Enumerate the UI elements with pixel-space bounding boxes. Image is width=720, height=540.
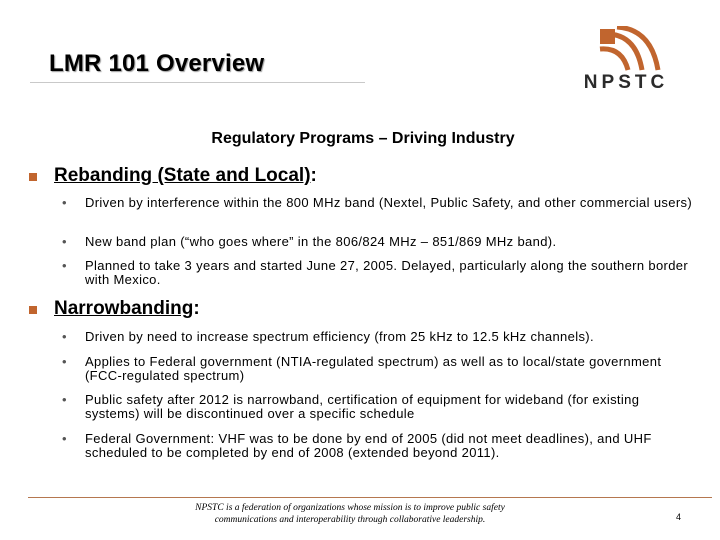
section-heading-text: Narrowbanding bbox=[54, 298, 194, 319]
logo-arc-inner bbox=[600, 49, 628, 70]
section-heading-text: Rebanding (State and Local) bbox=[54, 165, 311, 186]
footer-text bbox=[150, 502, 550, 526]
footer-line: communications and interoperability through collaborative leadership. bbox=[214, 515, 486, 525]
slide-subtitle: Regulatory Programs – Driving Industry bbox=[211, 130, 515, 147]
list-item-text: Federal Government: VHF was to be done by end of 2005 (did not meet deadlines), and UHF scheduled to be completed by end of 2008 (extended beyond 2011). bbox=[85, 431, 652, 460]
bullet-dot-icon: • bbox=[62, 329, 67, 344]
section-bullet-square-icon bbox=[29, 306, 37, 314]
logo-wordmark: NPSTC bbox=[583, 72, 669, 93]
footer-divider bbox=[28, 497, 712, 498]
bullet-dot-icon: • bbox=[62, 431, 67, 446]
list-item-text: Driven by need to increase spectrum efficiency (from 25 kHz to 12.5 kHz channels). bbox=[85, 329, 594, 344]
npstc-logo bbox=[572, 26, 682, 94]
bullet-dot-icon: • bbox=[62, 354, 67, 369]
slide-title: LMR 101 Overview bbox=[49, 50, 265, 77]
list-item-text: Driven by interference within the 800 MHz band (Nextel, Public Safety, and other commercial users) bbox=[85, 195, 693, 210]
list-item-text: Public safety after 2012 is narrowband, certification of equipment for wideband (for existing systems) will be discontinued over a specific schedule bbox=[85, 392, 640, 421]
section-heading-colon: : bbox=[310, 165, 317, 186]
footer-line: NPSTC is a federation of organizations whose mission is to improve public safety bbox=[195, 503, 505, 513]
section-heading-narrowbanding bbox=[54, 298, 200, 320]
section-bullet-square-icon bbox=[29, 173, 37, 181]
bullet-dot-icon: • bbox=[62, 234, 67, 249]
title-underline bbox=[30, 82, 365, 83]
section-heading-colon: : bbox=[193, 298, 200, 319]
bullet-dot-icon: • bbox=[62, 392, 67, 407]
bullet-dot-icon: • bbox=[62, 258, 67, 273]
page-number: 4 bbox=[676, 512, 682, 522]
list-item-text: Applies to Federal government (NTIA-regulated spectrum) as well as to local/state government (FCC-regulated spectrum) bbox=[85, 354, 662, 383]
bullet-dot-icon: • bbox=[62, 195, 67, 210]
signal-arcs-icon bbox=[572, 26, 682, 72]
list-item-text: Planned to take 3 years and started June 27, 2005. Delayed, particularly along the southern border with Mexico. bbox=[85, 258, 689, 287]
list-item-text: New band plan (“who goes where” in the 806/824 MHz – 851/869 MHz band). bbox=[85, 234, 557, 249]
section-heading-rebanding bbox=[54, 165, 317, 187]
